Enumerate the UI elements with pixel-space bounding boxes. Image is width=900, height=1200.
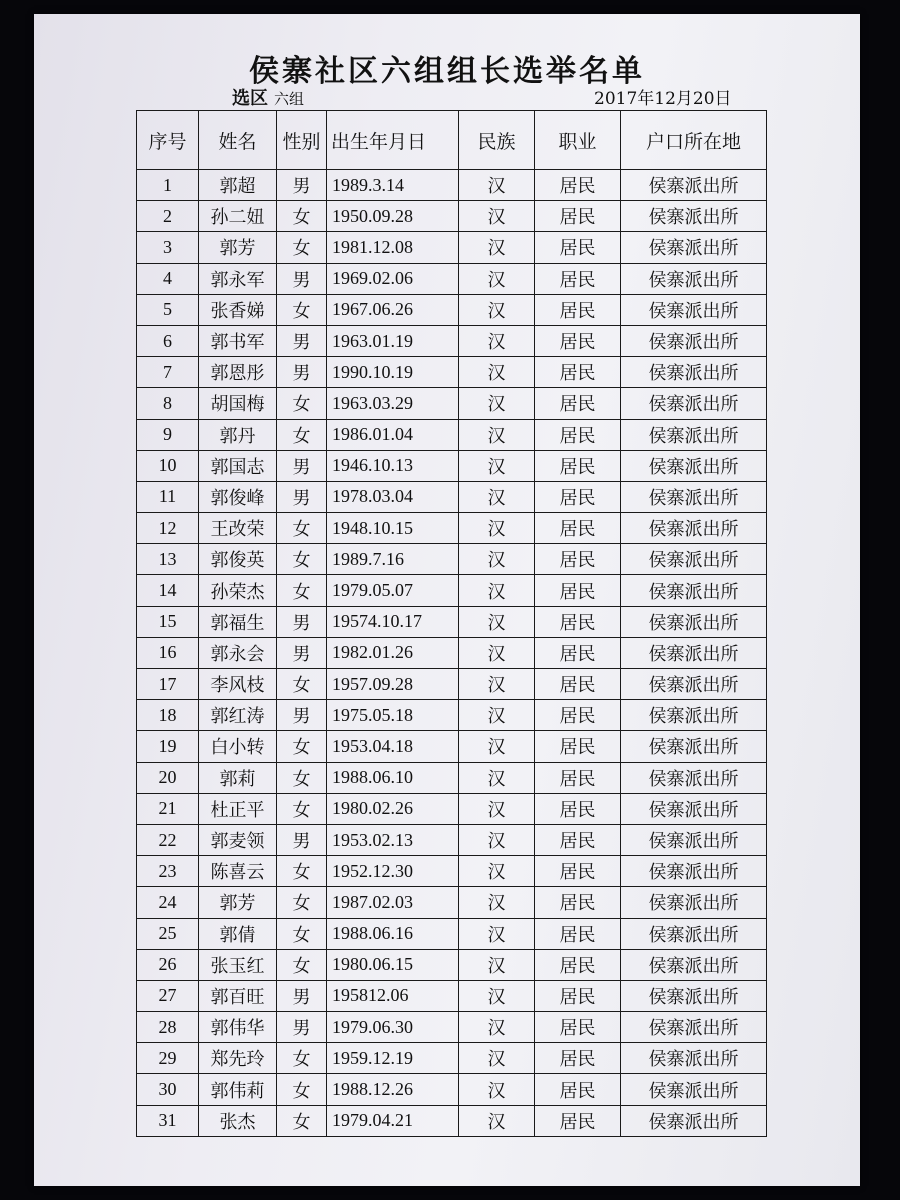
cell-gender: 男 xyxy=(277,325,327,356)
cell-household-registration: 侯寨派出所 xyxy=(621,513,767,544)
cell-birthdate: 1978.03.04 xyxy=(327,481,459,512)
cell-ethnicity: 汉 xyxy=(459,201,535,232)
cell-name: 张杰 xyxy=(199,1105,277,1136)
cell-household-registration: 侯寨派出所 xyxy=(621,481,767,512)
cell-household-registration: 侯寨派出所 xyxy=(621,793,767,824)
cell-ethnicity: 汉 xyxy=(459,294,535,325)
cell-birthdate: 1982.01.26 xyxy=(327,637,459,668)
cell-name: 郭莉 xyxy=(199,762,277,793)
cell-household-registration: 侯寨派出所 xyxy=(621,731,767,762)
cell-name: 郭国志 xyxy=(199,450,277,481)
cell-ethnicity: 汉 xyxy=(459,824,535,855)
cell-name: 陈喜云 xyxy=(199,856,277,887)
cell-name: 张玉红 xyxy=(199,949,277,980)
cell-household-registration: 侯寨派出所 xyxy=(621,1105,767,1136)
cell-index: 16 xyxy=(137,637,199,668)
cell-household-registration: 侯寨派出所 xyxy=(621,232,767,263)
cell-ethnicity: 汉 xyxy=(459,762,535,793)
cell-birthdate: 1963.01.19 xyxy=(327,325,459,356)
cell-ethnicity: 汉 xyxy=(459,357,535,388)
header-gender: 性别 xyxy=(277,111,327,170)
cell-ethnicity: 汉 xyxy=(459,1012,535,1043)
table-header-row xyxy=(137,111,767,170)
cell-ethnicity: 汉 xyxy=(459,325,535,356)
table-row xyxy=(137,856,767,887)
cell-ethnicity: 汉 xyxy=(459,481,535,512)
table-row xyxy=(137,201,767,232)
cell-occupation: 居民 xyxy=(535,450,621,481)
table-row xyxy=(137,232,767,263)
cell-name: 郭芳 xyxy=(199,887,277,918)
cell-gender: 女 xyxy=(277,575,327,606)
cell-ethnicity: 汉 xyxy=(459,170,535,201)
cell-gender: 男 xyxy=(277,481,327,512)
cell-household-registration: 侯寨派出所 xyxy=(621,325,767,356)
cell-name: 郭倩 xyxy=(199,918,277,949)
cell-occupation: 居民 xyxy=(535,669,621,700)
district-value: 六组 xyxy=(274,90,305,108)
table-row xyxy=(137,918,767,949)
cell-household-registration: 侯寨派出所 xyxy=(621,762,767,793)
cell-name: 孙荣杰 xyxy=(199,575,277,606)
cell-ethnicity: 汉 xyxy=(459,700,535,731)
cell-gender: 男 xyxy=(277,263,327,294)
cell-occupation: 居民 xyxy=(535,325,621,356)
cell-ethnicity: 汉 xyxy=(459,1074,535,1105)
cell-occupation: 居民 xyxy=(535,201,621,232)
cell-household-registration: 侯寨派出所 xyxy=(621,824,767,855)
cell-index: 3 xyxy=(137,232,199,263)
cell-household-registration: 侯寨派出所 xyxy=(621,856,767,887)
header-name: 姓名 xyxy=(199,111,277,170)
cell-name: 胡国梅 xyxy=(199,388,277,419)
cell-birthdate: 1963.03.29 xyxy=(327,388,459,419)
table-row xyxy=(137,637,767,668)
cell-occupation: 居民 xyxy=(535,762,621,793)
table-row xyxy=(137,887,767,918)
cell-index: 29 xyxy=(137,1043,199,1074)
cell-birthdate: 1988.12.26 xyxy=(327,1074,459,1105)
cell-birthdate: 1948.10.15 xyxy=(327,513,459,544)
cell-birthdate: 1980.06.15 xyxy=(327,949,459,980)
cell-ethnicity: 汉 xyxy=(459,388,535,419)
cell-name: 郭永军 xyxy=(199,263,277,294)
cell-birthdate: 1988.06.16 xyxy=(327,918,459,949)
table-row xyxy=(137,481,767,512)
cell-occupation: 居民 xyxy=(535,824,621,855)
table-row xyxy=(137,513,767,544)
cell-occupation: 居民 xyxy=(535,1105,621,1136)
cell-index: 23 xyxy=(137,856,199,887)
cell-occupation: 居民 xyxy=(535,388,621,419)
district-label: 选区 xyxy=(232,88,268,109)
cell-household-registration: 侯寨派出所 xyxy=(621,294,767,325)
cell-gender: 女 xyxy=(277,762,327,793)
cell-birthdate: 1986.01.04 xyxy=(327,419,459,450)
cell-index: 1 xyxy=(137,170,199,201)
cell-occupation: 居民 xyxy=(535,1043,621,1074)
cell-occupation: 居民 xyxy=(535,357,621,388)
cell-birthdate: 1987.02.03 xyxy=(327,887,459,918)
cell-ethnicity: 汉 xyxy=(459,450,535,481)
cell-index: 15 xyxy=(137,606,199,637)
cell-gender: 男 xyxy=(277,700,327,731)
cell-occupation: 居民 xyxy=(535,918,621,949)
cell-occupation: 居民 xyxy=(535,793,621,824)
cell-gender: 女 xyxy=(277,887,327,918)
table-row xyxy=(137,388,767,419)
cell-birthdate: 1979.06.30 xyxy=(327,1012,459,1043)
cell-gender: 女 xyxy=(277,669,327,700)
cell-gender: 女 xyxy=(277,294,327,325)
cell-occupation: 居民 xyxy=(535,1012,621,1043)
cell-gender: 女 xyxy=(277,918,327,949)
cell-name: 郭芳 xyxy=(199,232,277,263)
cell-birthdate: 19574.10.17 xyxy=(327,606,459,637)
cell-index: 25 xyxy=(137,918,199,949)
cell-gender: 男 xyxy=(277,450,327,481)
cell-name: 张香娣 xyxy=(199,294,277,325)
cell-birthdate: 1946.10.13 xyxy=(327,450,459,481)
cell-ethnicity: 汉 xyxy=(459,1105,535,1136)
cell-ethnicity: 汉 xyxy=(459,669,535,700)
cell-birthdate: 1979.04.21 xyxy=(327,1105,459,1136)
cell-index: 4 xyxy=(137,263,199,294)
cell-name: 郭伟华 xyxy=(199,1012,277,1043)
cell-occupation: 居民 xyxy=(535,544,621,575)
cell-name: 郭百旺 xyxy=(199,980,277,1011)
cell-birthdate: 1980.02.26 xyxy=(327,793,459,824)
table-row xyxy=(137,450,767,481)
cell-birthdate: 1953.04.18 xyxy=(327,731,459,762)
document-page xyxy=(34,14,860,1186)
table-row xyxy=(137,263,767,294)
cell-index: 18 xyxy=(137,700,199,731)
cell-birthdate: 1975.05.18 xyxy=(327,700,459,731)
header-index: 序号 xyxy=(137,111,199,170)
header-household-registration: 户口所在地 xyxy=(621,111,767,170)
cell-occupation: 居民 xyxy=(535,481,621,512)
cell-ethnicity: 汉 xyxy=(459,949,535,980)
cell-name: 郭俊峰 xyxy=(199,481,277,512)
cell-ethnicity: 汉 xyxy=(459,575,535,606)
cell-index: 17 xyxy=(137,669,199,700)
table-row xyxy=(137,1074,767,1105)
cell-birthdate: 1952.12.30 xyxy=(327,856,459,887)
cell-household-registration: 侯寨派出所 xyxy=(621,201,767,232)
table-row xyxy=(137,544,767,575)
cell-occupation: 居民 xyxy=(535,1074,621,1105)
table-row xyxy=(137,793,767,824)
cell-birthdate: 1953.02.13 xyxy=(327,824,459,855)
cell-household-registration: 侯寨派出所 xyxy=(621,450,767,481)
table-row xyxy=(137,700,767,731)
cell-ethnicity: 汉 xyxy=(459,731,535,762)
cell-gender: 女 xyxy=(277,544,327,575)
cell-name: 郭丹 xyxy=(199,419,277,450)
cell-birthdate: 1981.12.08 xyxy=(327,232,459,263)
cell-household-registration: 侯寨派出所 xyxy=(621,263,767,294)
cell-gender: 女 xyxy=(277,419,327,450)
table-row xyxy=(137,606,767,637)
cell-household-registration: 侯寨派出所 xyxy=(621,918,767,949)
cell-occupation: 居民 xyxy=(535,856,621,887)
cell-index: 12 xyxy=(137,513,199,544)
cell-name: 郭俊英 xyxy=(199,544,277,575)
table-row xyxy=(137,575,767,606)
table-row xyxy=(137,419,767,450)
cell-household-registration: 侯寨派出所 xyxy=(621,419,767,450)
cell-birthdate: 1957.09.28 xyxy=(327,669,459,700)
cell-name: 杜正平 xyxy=(199,793,277,824)
cell-gender: 男 xyxy=(277,1012,327,1043)
cell-index: 8 xyxy=(137,388,199,419)
cell-occupation: 居民 xyxy=(535,731,621,762)
cell-occupation: 居民 xyxy=(535,949,621,980)
cell-occupation: 居民 xyxy=(535,294,621,325)
cell-ethnicity: 汉 xyxy=(459,513,535,544)
cell-gender: 女 xyxy=(277,232,327,263)
cell-household-registration: 侯寨派出所 xyxy=(621,1043,767,1074)
cell-birthdate: 1967.06.26 xyxy=(327,294,459,325)
cell-ethnicity: 汉 xyxy=(459,606,535,637)
cell-occupation: 居民 xyxy=(535,606,621,637)
cell-index: 7 xyxy=(137,357,199,388)
cell-name: 王改荣 xyxy=(199,513,277,544)
cell-birthdate: 1989.7.16 xyxy=(327,544,459,575)
cell-gender: 男 xyxy=(277,637,327,668)
cell-occupation: 居民 xyxy=(535,637,621,668)
cell-household-registration: 侯寨派出所 xyxy=(621,606,767,637)
cell-occupation: 居民 xyxy=(535,980,621,1011)
cell-occupation: 居民 xyxy=(535,513,621,544)
cell-name: 郭书军 xyxy=(199,325,277,356)
cell-name: 郭麦领 xyxy=(199,824,277,855)
cell-household-registration: 侯寨派出所 xyxy=(621,388,767,419)
cell-occupation: 居民 xyxy=(535,575,621,606)
table-row xyxy=(137,294,767,325)
cell-household-registration: 侯寨派出所 xyxy=(621,357,767,388)
cell-index: 21 xyxy=(137,793,199,824)
cell-name: 郑先玲 xyxy=(199,1043,277,1074)
cell-gender: 女 xyxy=(277,201,327,232)
cell-gender: 女 xyxy=(277,731,327,762)
cell-index: 31 xyxy=(137,1105,199,1136)
cell-household-registration: 侯寨派出所 xyxy=(621,170,767,201)
document-title: 侯寨社区六组组长选举名单 xyxy=(249,54,645,89)
cell-name: 郭恩彤 xyxy=(199,357,277,388)
table-row xyxy=(137,357,767,388)
cell-gender: 男 xyxy=(277,980,327,1011)
cell-ethnicity: 汉 xyxy=(459,263,535,294)
cell-occupation: 居民 xyxy=(535,887,621,918)
header-birthdate: 出生年月日 xyxy=(327,111,459,170)
cell-index: 19 xyxy=(137,731,199,762)
district-line xyxy=(232,84,304,110)
cell-index: 13 xyxy=(137,544,199,575)
cell-gender: 女 xyxy=(277,388,327,419)
cell-ethnicity: 汉 xyxy=(459,856,535,887)
cell-index: 9 xyxy=(137,419,199,450)
cell-gender: 女 xyxy=(277,1043,327,1074)
header-occupation: 职业 xyxy=(535,111,621,170)
cell-ethnicity: 汉 xyxy=(459,637,535,668)
cell-index: 10 xyxy=(137,450,199,481)
cell-ethnicity: 汉 xyxy=(459,918,535,949)
cell-index: 30 xyxy=(137,1074,199,1105)
cell-name: 郭红涛 xyxy=(199,700,277,731)
cell-gender: 女 xyxy=(277,949,327,980)
cell-gender: 男 xyxy=(277,606,327,637)
cell-gender: 女 xyxy=(277,856,327,887)
table-row xyxy=(137,325,767,356)
cell-index: 2 xyxy=(137,201,199,232)
cell-occupation: 居民 xyxy=(535,700,621,731)
cell-household-registration: 侯寨派出所 xyxy=(621,949,767,980)
cell-occupation: 居民 xyxy=(535,419,621,450)
table-row xyxy=(137,170,767,201)
table-row xyxy=(137,762,767,793)
cell-ethnicity: 汉 xyxy=(459,419,535,450)
cell-gender: 男 xyxy=(277,170,327,201)
cell-gender: 女 xyxy=(277,793,327,824)
cell-birthdate: 1988.06.10 xyxy=(327,762,459,793)
cell-household-registration: 侯寨派出所 xyxy=(621,887,767,918)
cell-gender: 女 xyxy=(277,1074,327,1105)
cell-birthdate: 1959.12.19 xyxy=(327,1043,459,1074)
cell-ethnicity: 汉 xyxy=(459,1043,535,1074)
document-date: 2017年12月20日 xyxy=(594,89,732,109)
cell-index: 14 xyxy=(137,575,199,606)
cell-household-registration: 侯寨派出所 xyxy=(621,980,767,1011)
cell-ethnicity: 汉 xyxy=(459,232,535,263)
cell-name: 李风枝 xyxy=(199,669,277,700)
cell-occupation: 居民 xyxy=(535,263,621,294)
cell-gender: 女 xyxy=(277,1105,327,1136)
table-row xyxy=(137,1043,767,1074)
cell-birthdate: 1969.02.06 xyxy=(327,263,459,294)
cell-birthdate: 1990.10.19 xyxy=(327,357,459,388)
cell-occupation: 居民 xyxy=(535,170,621,201)
cell-household-registration: 侯寨派出所 xyxy=(621,669,767,700)
cell-index: 28 xyxy=(137,1012,199,1043)
cell-birthdate: 195812.06 xyxy=(327,980,459,1011)
table-row xyxy=(137,949,767,980)
cell-household-registration: 侯寨派出所 xyxy=(621,1074,767,1105)
cell-index: 5 xyxy=(137,294,199,325)
cell-name: 白小转 xyxy=(199,731,277,762)
cell-ethnicity: 汉 xyxy=(459,544,535,575)
table-row xyxy=(137,980,767,1011)
cell-index: 27 xyxy=(137,980,199,1011)
table-row xyxy=(137,1012,767,1043)
cell-name: 郭伟莉 xyxy=(199,1074,277,1105)
cell-index: 26 xyxy=(137,949,199,980)
cell-occupation: 居民 xyxy=(535,232,621,263)
cell-index: 11 xyxy=(137,481,199,512)
cell-birthdate: 1979.05.07 xyxy=(327,575,459,606)
election-roster-table xyxy=(136,110,767,1137)
cell-gender: 男 xyxy=(277,357,327,388)
cell-birthdate: 1950.09.28 xyxy=(327,201,459,232)
cell-household-registration: 侯寨派出所 xyxy=(621,700,767,731)
cell-ethnicity: 汉 xyxy=(459,887,535,918)
cell-ethnicity: 汉 xyxy=(459,980,535,1011)
table-row xyxy=(137,1105,767,1136)
table-row xyxy=(137,669,767,700)
cell-index: 20 xyxy=(137,762,199,793)
cell-household-registration: 侯寨派出所 xyxy=(621,1012,767,1043)
cell-household-registration: 侯寨派出所 xyxy=(621,575,767,606)
cell-name: 郭永会 xyxy=(199,637,277,668)
cell-household-registration: 侯寨派出所 xyxy=(621,544,767,575)
cell-index: 22 xyxy=(137,824,199,855)
cell-index: 6 xyxy=(137,325,199,356)
header-ethnicity: 民族 xyxy=(459,111,535,170)
cell-gender: 女 xyxy=(277,513,327,544)
cell-gender: 男 xyxy=(277,824,327,855)
table-row xyxy=(137,824,767,855)
cell-ethnicity: 汉 xyxy=(459,793,535,824)
cell-birthdate: 1989.3.14 xyxy=(327,170,459,201)
cell-name: 孙二妞 xyxy=(199,201,277,232)
cell-index: 24 xyxy=(137,887,199,918)
cell-name: 郭福生 xyxy=(199,606,277,637)
cell-name: 郭超 xyxy=(199,170,277,201)
cell-household-registration: 侯寨派出所 xyxy=(621,637,767,668)
table-row xyxy=(137,731,767,762)
